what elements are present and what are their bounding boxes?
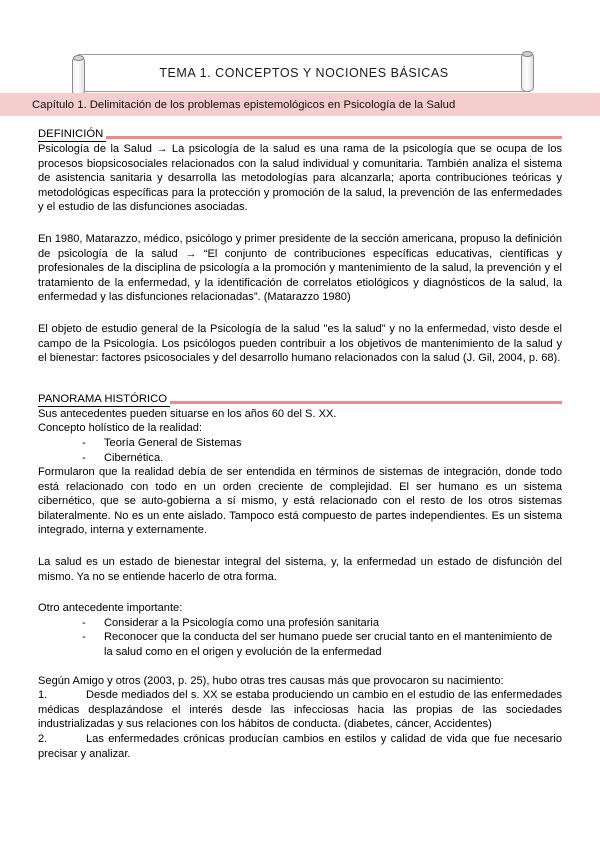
numbered-paragraph-2-text: Las enfermedades crónicas producían cambios en estilos y calidad de vida que fue necesario precisar y analizar. <box>38 733 562 760</box>
dash-bullet-icon: - <box>82 631 86 644</box>
paragraph-definicion-1: Psicología de la Salud → La psicología de la salud es una rama de la psicología que se ocupa de los procesos biopsicosociales relacionados con la salud individual y comunitaria. También analiza el sistema de asistencia sanitaria y desarrolla las metodologías para alcanzarla; aporta contribuciones teóricas y metodológicas específicas para la protección y promoción de la salud, la prevención de las enfermedades y el estudio de las disfunciones asociadas. <box>38 143 562 214</box>
paragraph-formularon: Formularon que la realidad debía de ser entendida en términos de sistemas de integración, donde todo está relacionado con todo en un orden creciente de complejidad. El ser humano es un sistema cibernético, que se auto-gobierna a sí mismo, y está relacionado con el resto de los otros sistemas bilateralmente. No es un ente aislado. Tampoco está compuesto de partes independientes. Es un sistema integrado, interna y externamente. <box>38 466 562 537</box>
section-label-panorama-historico: PANORAMA HISTÓRICO <box>38 392 170 407</box>
spacer <box>38 314 562 322</box>
dash-bullet-icon: - <box>82 436 86 449</box>
paragraph-concepto-holistico: Concepto holístico de la realidad: <box>38 422 203 435</box>
numbered-paragraph-2 <box>38 732 562 761</box>
section-rule-definicion <box>38 136 562 139</box>
list-item <box>38 630 562 659</box>
list-item-label: Considerar a la Psicología como una profesión sanitaria <box>104 616 380 629</box>
chapter-banner <box>0 93 600 116</box>
section-heading-definicion <box>38 124 562 141</box>
chapter-banner-text: Capítulo 1. Delimitación de los problemas epistemológicos en Psicología de la Salud <box>32 98 456 111</box>
spacer <box>38 375 562 389</box>
scroll-roll-right-decoration <box>521 52 534 92</box>
paragraph-definicion-3: El objeto de estudio general de la Psicología de la salud "es la salud" y no la enfermedad, visto desde el campo de la Psicología. Los psicólogos pueden contribuir a los objetivos de mantenimiento de la salud y el bienestar: factores psicosociales y del desarrollo humano relacionados con la salud (J. Gil, 2004, p. 68). <box>38 322 562 365</box>
spacer <box>38 593 562 601</box>
spacer <box>38 660 562 674</box>
list-item <box>38 451 562 466</box>
list-concepto-holistico <box>38 436 562 465</box>
document-title-banner <box>0 0 600 92</box>
title-scroll-box <box>78 54 530 92</box>
numbered-paragraph-2-number: 2. <box>38 733 48 745</box>
section-label-definicion: DEFINICIÓN <box>38 127 106 142</box>
numbered-paragraph-1-text: Desde mediados del s. XX se estaba produciendo un cambio en el estudio de las enfermedades médicas desplazándose el interés desde las infecciosas hacia las propias de las sociedades industrializadas y sus relaciones con los hábitos de conducta. (diabetes, cáncer, Accidentes) <box>38 689 562 731</box>
list-item-label: Cibernética. <box>104 451 164 464</box>
list-item-label: Reconocer que la conducta del ser humano puede ser crucial tanto en el mantenimiento de la salud como en el origen y evolución de la enfermedad <box>104 631 553 659</box>
spacer <box>38 547 562 555</box>
paragraph-amigo-intro: Según Amigo y otros (2003, p. 25), hubo otras tres causas más que provocaron su nacimiento: <box>38 674 504 687</box>
list-item-label: Teoría General de Sistemas <box>104 436 242 449</box>
paragraph-antecedentes: Sus antecedentes pueden situarse en los años 60 del S. XX. <box>38 407 337 420</box>
scroll-roll-right-cap-decoration <box>522 51 533 57</box>
list-item <box>38 436 562 451</box>
page-title: TEMA 1. CONCEPTOS Y NOCIONES BÁSICAS <box>159 66 449 80</box>
paragraph-salud-estado: La salud es un estado de bienestar integral del sistema, y, la enfermedad un estado de disfunción del mismo. Ya no se entiende hacerlo de otra forma. <box>38 556 562 583</box>
list-item <box>38 616 562 631</box>
dash-bullet-icon: - <box>82 451 86 464</box>
section-heading-panorama-historico <box>38 389 562 406</box>
spacer <box>38 224 562 232</box>
label-otro-antecedente: Otro antecedente importante: <box>38 602 183 615</box>
paragraph-definicion-2: En 1980, Matarazzo, médico, psicólogo y primer presidente de la sección americana, propuso la definición de psicología de la salud → “El conjunto de contribuciones específicas educativas, científicas y profesionales de la disciplina de psicología a la promoción y mantenimiento de la salud, la prevención y el tratamiento de la enfermedad, y la identificación de correlatos etiológicos y diagnósticos de la salud, la enfermedad y las disfunciones relacionadas”. (Matarazzo 1980) <box>38 232 562 304</box>
numbered-paragraph-1-number: 1. <box>38 689 48 702</box>
scroll-roll-left-decoration <box>72 56 85 96</box>
scroll-roll-left-cap-decoration <box>73 55 84 61</box>
dash-bullet-icon: - <box>82 616 86 629</box>
numbered-paragraph-1 <box>38 688 562 732</box>
document-body <box>38 124 562 761</box>
list-otro-antecedente <box>38 616 562 660</box>
